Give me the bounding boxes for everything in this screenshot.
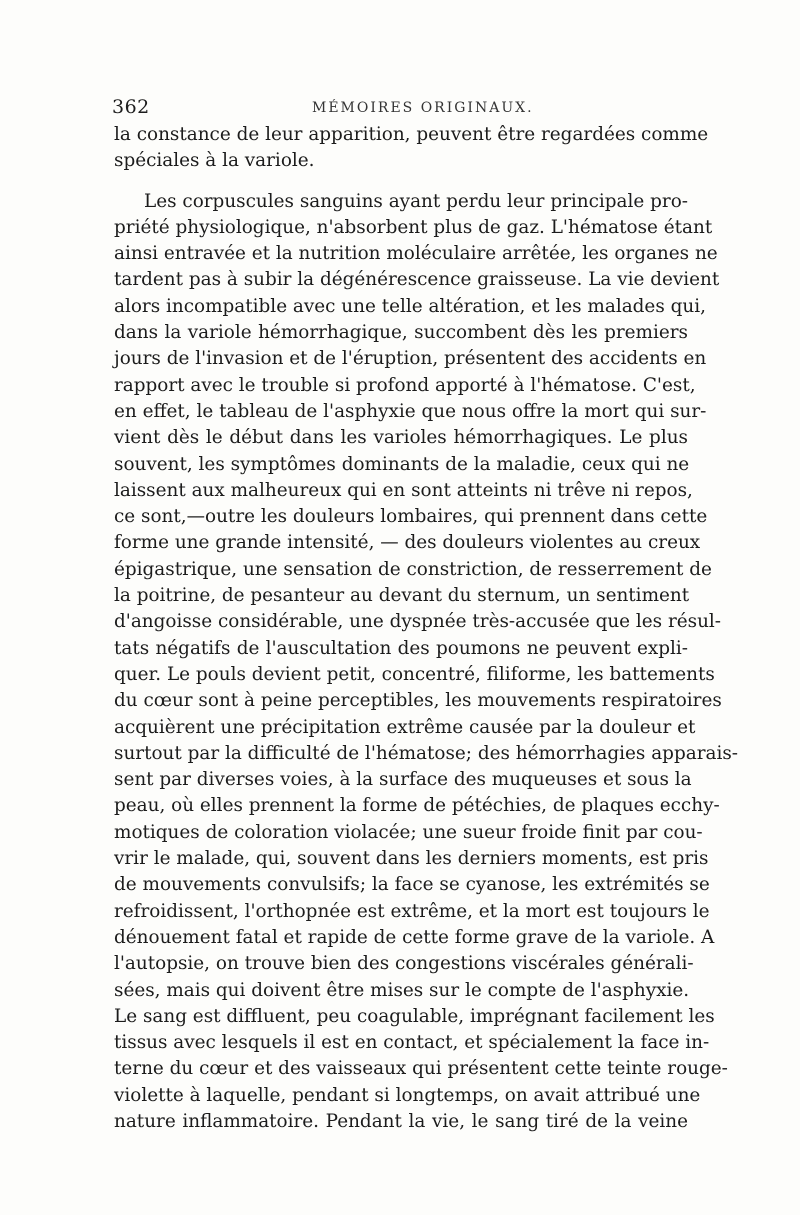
paragraph — [114, 189, 738, 1136]
text-line: tats négatifs de l'auscultation des poumons ne peuvent expli- — [114, 637, 688, 659]
text-line: violette à laquelle, pendant si longtemps, on avait attribué une — [114, 1084, 701, 1106]
text-line: vient dès le début dans les varioles hémorrhagiques. Le plus — [114, 427, 688, 449]
page-number: 362 — [112, 96, 150, 118]
text-line: acquièrent une précipitation extrême causée par la douleur et — [114, 716, 696, 738]
text-line: sent par diverses voies, à la surface des muqueuses et sous la — [114, 769, 692, 791]
text-line: priété physiologique, n'absorbent plus de gaz. L'hématose étant — [114, 216, 713, 238]
text-line: terne du cœur et des vaisseaux qui présentent cette teinte rouge- — [114, 1058, 728, 1080]
text-line: quer. Le pouls devient petit, concentré, filiforme, les battements — [114, 663, 715, 685]
text-line: rapport avec le trouble si profond apporté à l'hématose. C'est, — [114, 374, 696, 396]
text-line: Les corpuscules sanguins ayant perdu leur principale pro- — [144, 190, 688, 212]
text-line: épigastrique, une sensation de constriction, de resserrement de — [114, 558, 712, 580]
text-line: la poitrine, de pesanteur au devant du sternum, un sentiment — [114, 585, 690, 607]
text-line: laissent aux malheureux qui en sont atteints ni trêve ni repos, — [114, 479, 693, 501]
text-line: ce sont,—outre les douleurs lombaires, qui prennent dans cette — [114, 506, 708, 528]
text-line: ainsi entravée et la nutrition moléculaire arrêtée, les organes ne — [114, 243, 718, 265]
paragraph — [114, 122, 709, 175]
text-line: spéciales à la variole. — [114, 150, 315, 172]
text-line: vrir le malade, qui, souvent dans les derniers moments, est pris — [114, 848, 709, 870]
text-line: tissus avec lesquels il est en contact, et spécialement la face in- — [114, 1032, 710, 1054]
text-line: Le sang est diffluent, peu coagulable, imprégnant facilement les — [114, 1005, 715, 1027]
text-line: alors incompatible avec une telle altération, et les malades qui, — [114, 295, 706, 317]
text-line: jours de l'invasion et de l'éruption, présentent des accidents en — [114, 348, 707, 370]
text-line: d'angoisse considérable, une dyspnée très-accusée que les résul- — [114, 611, 722, 633]
text-line: dans la variole hémorrhagique, succombent dès les premiers — [114, 322, 688, 344]
text-line: tardent pas à subir la dégénérescence graisseuse. La vie devient — [114, 269, 720, 291]
text-line: nature inflammatoire. Pendant la vie, le sang tiré de la veine — [114, 1110, 688, 1132]
text-line: dénouement fatal et rapide de cette forme grave de la variole. A — [114, 926, 715, 948]
text-line: l'autopsie, on trouve bien des congestions viscérales générali- — [114, 953, 694, 975]
text-line: surtout par la difficulté de l'hématose; des hémorrhagies apparais- — [114, 742, 738, 764]
text-line: motiques de coloration violacée; une sueur froide finit par cou- — [114, 821, 703, 843]
text-line: en effet, le tableau de l'asphyxie que nous offre la mort qui sur- — [114, 400, 707, 422]
text-line: peau, où elles prennent la forme de pétéchies, de plaques ecchy- — [114, 795, 720, 817]
text-line: refroidissent, l'orthopnée est extrême, et la mort est toujours le — [114, 900, 710, 922]
text-line: du cœur sont à peine perceptibles, les mouvements respiratoires — [114, 690, 722, 712]
running-title: MÉMOIRES ORIGINAUX. — [312, 100, 534, 116]
running-head — [112, 96, 692, 122]
text-line: la constance de leur apparition, peuvent être regardées comme — [114, 124, 709, 145]
text-line: de mouvements convulsifs; la face se cyanose, les extrémités se — [114, 874, 710, 896]
body-text — [114, 122, 738, 1135]
text-line: souvent, les symptômes dominants de la maladie, ceux qui ne — [114, 453, 690, 475]
text-line: sées, mais qui doivent être mises sur le compte de l'asphyxie. — [114, 979, 690, 1001]
text-line: forme une grande intensité, — des douleurs violentes au creux — [114, 532, 701, 554]
